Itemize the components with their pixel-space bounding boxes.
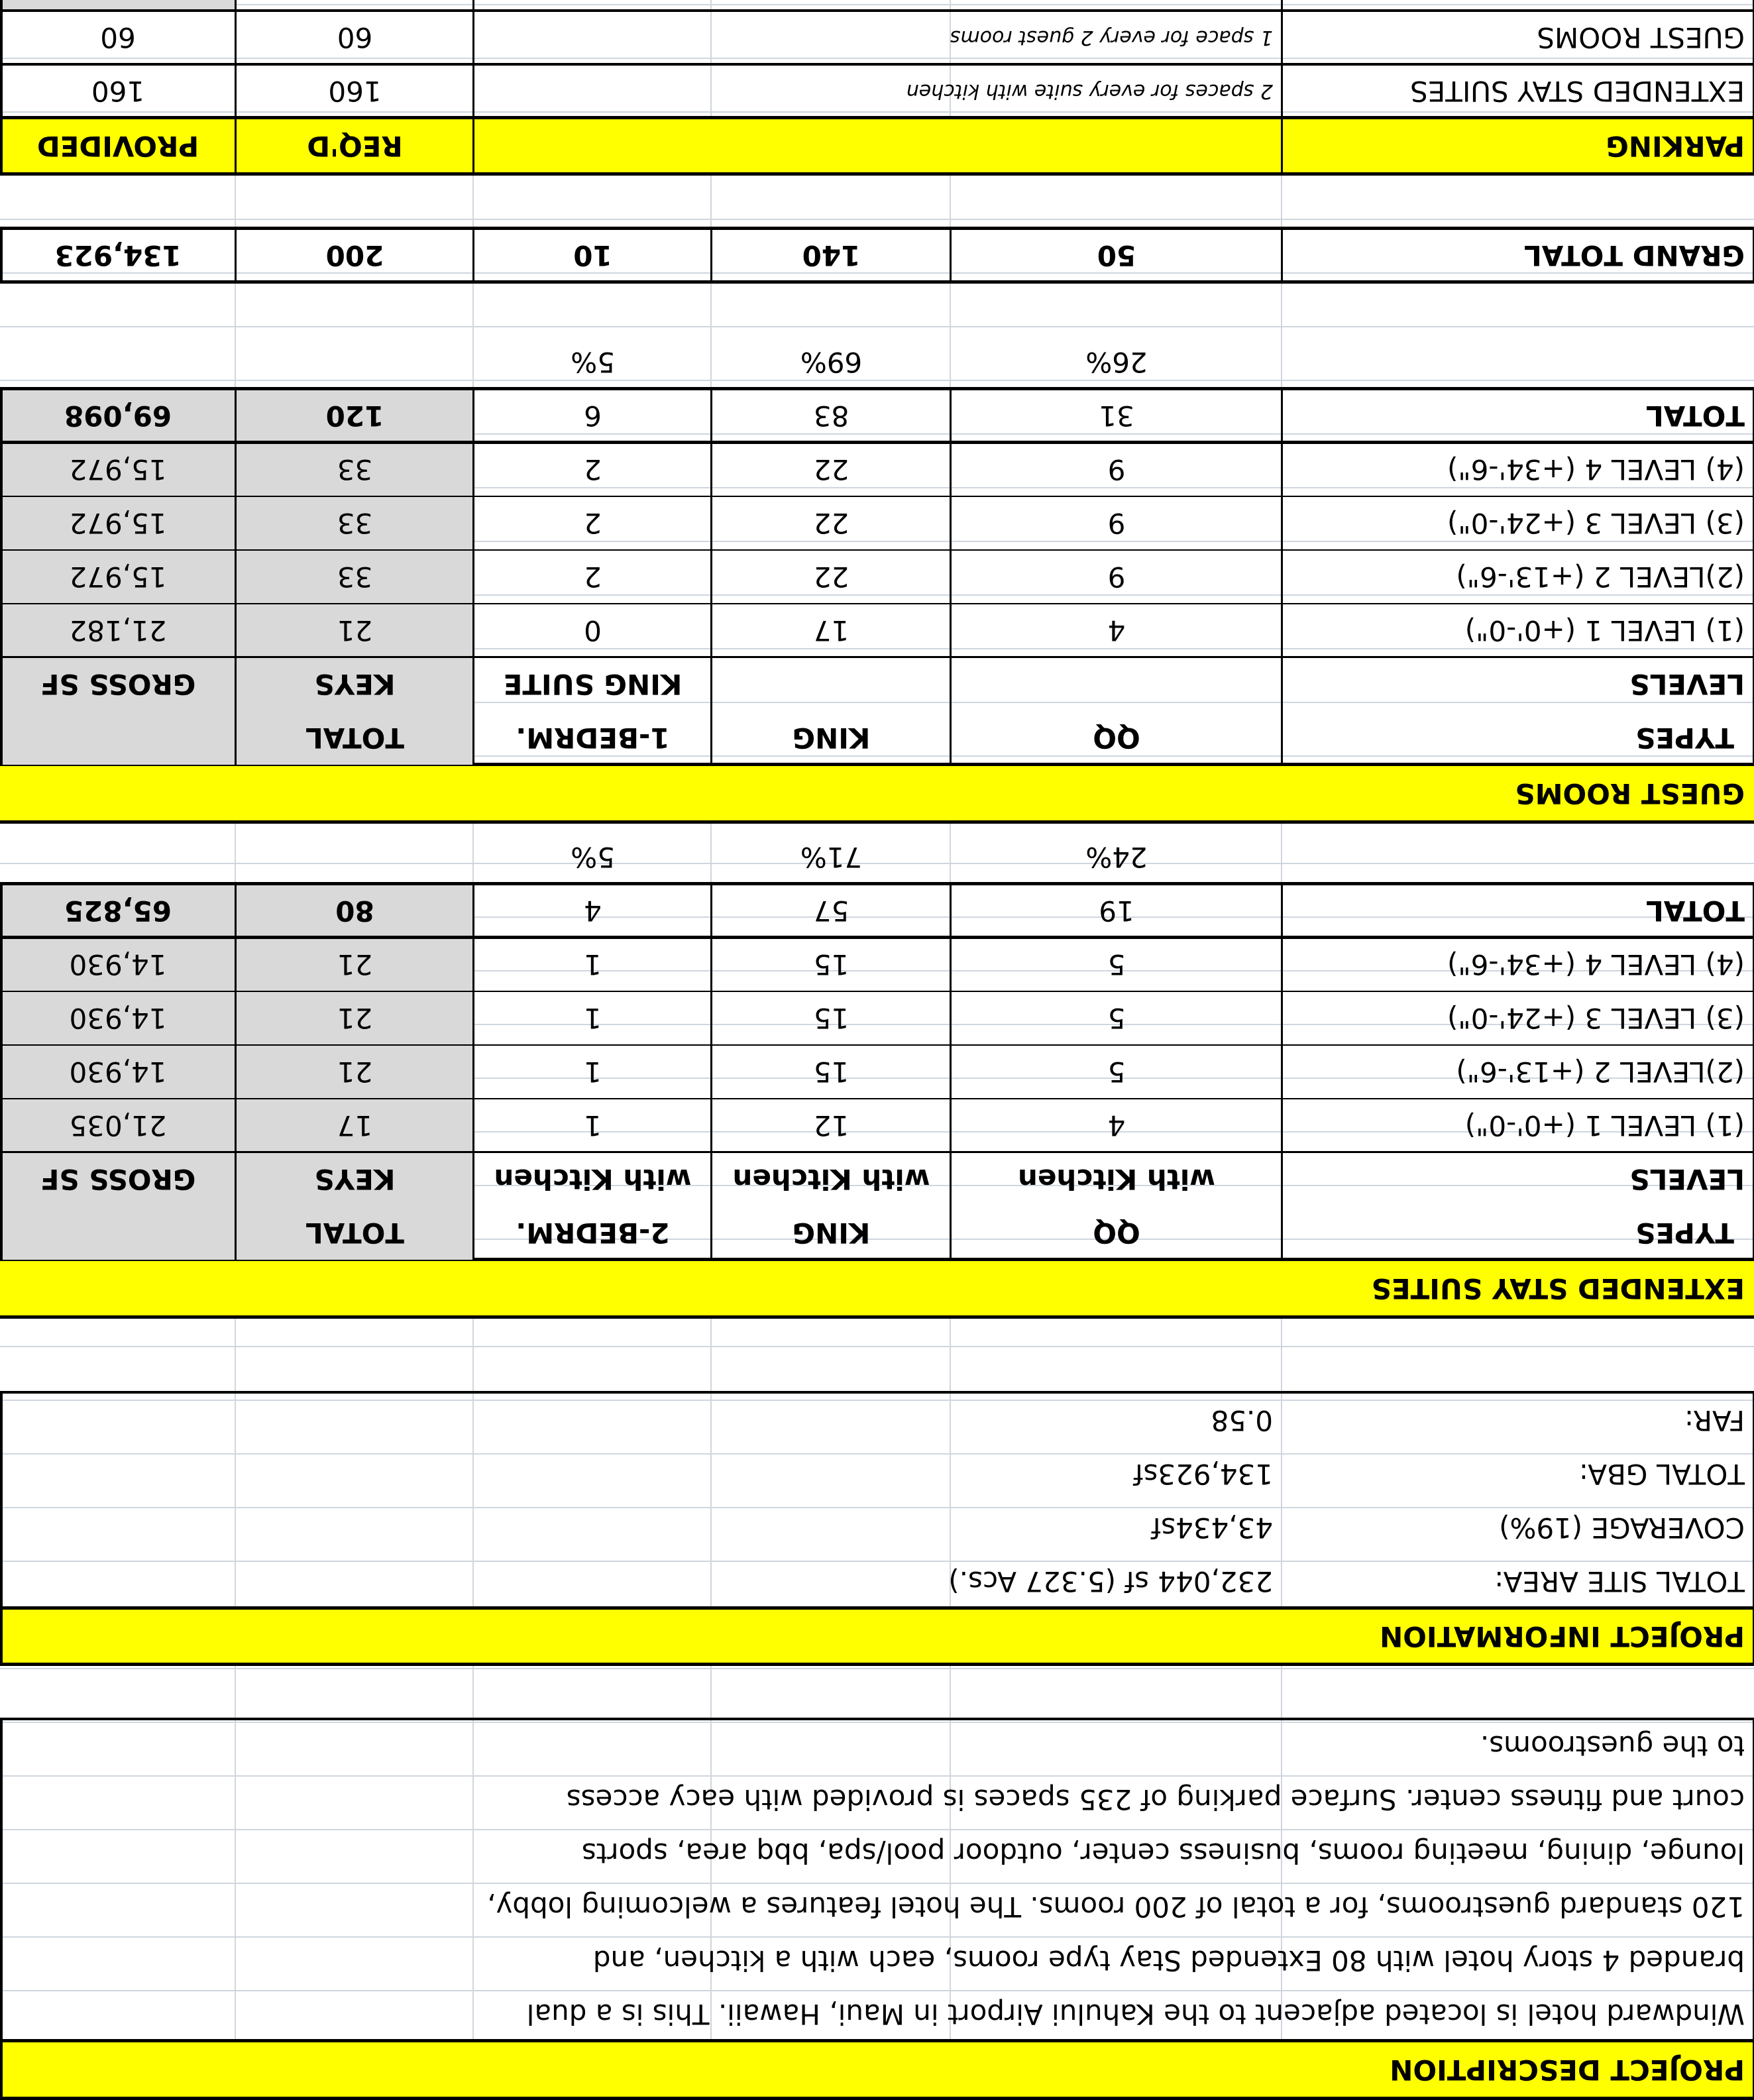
description-line: to the guestrooms. [1480,1730,1745,1763]
info-label: COVERAGE (19%) [1499,1512,1745,1545]
extended-stay-header: EXTENDED STAY SUITES [1371,1272,1745,1305]
project-description-header: PROJECT DESCRIPTION [1390,2054,1745,2087]
extended-stay-cell: 21 [337,948,373,981]
extended-stay-col-subhead: with Kitchen [494,1163,692,1196]
guest-rooms-col-head [0,711,236,765]
guest-rooms-col-types: TYPES [1635,722,1734,755]
parking-row-note [712,0,1282,11]
grand-total-cell: 134,923 [54,239,182,272]
grand-total-cell: 200 [325,239,384,272]
parking-row-provided: 60 [100,21,136,54]
extended-stay-col-subhead: KEYS [314,1163,396,1196]
extended-stay-level-label: (4) LEVEL 4 (+34'-6") [1447,948,1745,981]
guest-rooms-cell: 15,972 [69,507,167,540]
extended-stay-total-cell: 57 [813,895,850,928]
guest-rooms-cell: 21 [337,614,373,647]
guest-rooms-cell: 9 [1107,453,1126,486]
parking-row-reqd: 60 [337,21,373,54]
extended-stay-col-types: TYPES [1635,1217,1734,1250]
guest-rooms-col-levels: LEVELS [1629,668,1745,701]
guest-rooms-level-label: (3) LEVEL 3 (+24'-0") [1447,507,1745,540]
parking-row-reqd [236,0,474,11]
guest-rooms-pct: 5% [571,346,615,379]
extended-stay-level-label: (1) LEVEL 1 (+0'-0") [1464,1109,1745,1142]
guest-rooms-col-subhead: GROSS SF [40,668,196,701]
extended-stay-pct: 24% [1085,841,1148,874]
guest-rooms-cell: 2 [584,507,602,540]
info-value: 232,044 sf (5.327 Acs.) [948,1565,1273,1598]
description-line: court and fitness center. Surface parking of 235 spaces is provided with eacy access [566,1783,1745,1816]
parking-col-reqd: REQ'D [307,130,403,163]
extended-stay-cell: 14,930 [69,1002,167,1035]
extended-stay-cell: 4 [1107,1109,1126,1142]
extended-stay-pct: 71% [800,841,863,874]
extended-stay-cell: 21 [337,1056,373,1089]
guest-rooms-level-label: (4) LEVEL 4 (+34'-6") [1447,453,1745,486]
extended-stay-col-head: TOTAL [305,1217,405,1250]
guest-rooms-cell: 33 [337,507,373,540]
guest-rooms-col-head: QQ [1093,722,1140,755]
guest-rooms-col-subhead: KEYS [314,668,396,701]
guest-rooms-header: GUEST ROOMS [1515,777,1745,810]
extended-stay-cell: 17 [337,1109,373,1142]
guest-rooms-pct: 26% [1085,346,1148,379]
guest-rooms-cell: 9 [1107,507,1126,540]
description-line: 120 standard guestrooms, for a total of 200 rooms. The hotel features a welcoming lobby, [487,1891,1745,1924]
guest-rooms-cell: 22 [813,453,850,486]
extended-stay-cell: 21,035 [69,1109,167,1142]
parking-row-label: EXTENDED STAY SUITES [1410,75,1745,108]
guest-rooms-cell: 33 [337,561,373,594]
description-line: lounge, dining, meeting rooms, business center, outdoor pool/spa, bbq area, sports [581,1837,1745,1870]
info-label: TOTAL SITE AREA: [1494,1565,1745,1598]
guest-rooms-col-subhead [712,657,951,711]
extended-stay-total-label: TOTAL [1645,895,1745,928]
guest-rooms-cell: 15,972 [69,561,167,594]
grand-total-cell: 50 [1097,239,1136,272]
guest-rooms-cell: 21,182 [69,614,167,647]
extended-stay-total-cell: 4 [584,895,602,928]
parking-row-note: 1 space for every 2 guest rooms [950,26,1273,50]
guest-rooms-col-subhead: KING SUITE [503,668,683,701]
extended-stay-cell: 1 [584,1109,602,1142]
extended-stay-cell: 1 [584,1056,602,1089]
parking-header: PARKING [1606,130,1745,163]
extended-stay-level-label: (3) LEVEL 3 (+24'-0") [1447,1002,1745,1035]
extended-stay-col-subhead: with Kitchen [1018,1163,1215,1196]
guest-rooms-col-subhead [951,657,1282,711]
extended-stay-pct: 5% [571,841,615,874]
grand-total-label: GRAND TOTAL [1524,239,1745,272]
guest-rooms-total-cell: 83 [813,400,850,433]
info-value: 134,923sf [1133,1458,1273,1491]
extended-stay-level-label: (2)LEVEL 2 (+13'-6") [1456,1056,1745,1089]
guest-rooms-cell: 0 [584,614,602,647]
guest-rooms-cell: 33 [337,453,373,486]
parking-row-reqd: 160 [328,75,382,108]
extended-stay-cell: 14,930 [69,948,167,981]
guest-rooms-total-cell: 6 [584,400,602,433]
guest-rooms-cell: 2 [584,453,602,486]
guest-rooms-col-head: 1-BEDRM. [516,722,670,755]
extended-stay-total-cell: 80 [335,895,374,928]
guest-rooms-level-label: (2)LEVEL 2 (+13'-6") [1456,561,1745,594]
guest-rooms-total-cell: 120 [325,400,384,433]
info-label: TOTAL GBA: [1578,1458,1745,1491]
extended-stay-cell: 21 [337,1002,373,1035]
parking-col-provided: PROVIDED [36,130,199,163]
extended-stay-cell: 1 [584,948,602,981]
guest-rooms-cell: 22 [813,507,850,540]
parking-row-note: 2 spaces for every suite with kitchen [906,80,1273,103]
guest-rooms-total-label: TOTAL [1645,400,1745,433]
parking-row-label [1282,0,1754,11]
description-line: branded 4 story hotel with 80 Extended Stay type rooms, each with a kitchen, and [592,1944,1745,1977]
extended-stay-cell: 15 [813,948,850,981]
info-value: 0.58 [1211,1404,1273,1437]
extended-stay-col-head: QQ [1093,1217,1140,1250]
guest-rooms-cell: 15,972 [69,453,167,486]
extended-stay-cell: 5 [1107,1002,1126,1035]
extended-stay-cell: 15 [813,1002,850,1035]
parking-row-provided: 160 [91,75,145,108]
guest-rooms-col-head: KING [792,722,871,755]
description-line: Windward hotel is located adjacent to the Kahului Airport in Maui, Hawaii. This is a dual [526,1998,1745,2031]
extended-stay-col-head [0,1206,236,1260]
extended-stay-total-cell: 19 [1099,895,1134,928]
guest-rooms-cell: 22 [813,561,850,594]
extended-stay-cell: 5 [1107,948,1126,981]
extended-stay-total-cell: 65,825 [64,895,172,928]
extended-stay-col-head: KING [792,1217,871,1250]
parking-row-label: GUEST ROOMS [1537,21,1745,54]
guest-rooms-total-cell: 31 [1099,400,1134,433]
grand-total-cell: 140 [802,239,861,272]
project-information-header: PROJECT INFORMATION [1380,1620,1745,1653]
extended-stay-col-subhead: with Kitchen [732,1163,930,1196]
guest-rooms-col-head: TOTAL [305,722,405,755]
grand-total-cell: 10 [573,239,612,272]
extended-stay-col-head: 2-BEDRM. [516,1217,670,1250]
guest-rooms-cell: 17 [813,614,850,647]
info-label: FAR: [1684,1404,1745,1437]
guest-rooms-level-label: (1) LEVEL 1 (+0'-0") [1464,614,1745,647]
extended-stay-cell: 12 [813,1109,850,1142]
extended-stay-cell: 5 [1107,1056,1126,1089]
info-value: 43,434sf [1151,1512,1273,1545]
guest-rooms-cell: 4 [1107,614,1126,647]
extended-stay-col-levels: LEVELS [1629,1163,1745,1196]
extended-stay-cell: 1 [584,1002,602,1035]
guest-rooms-pct: 69% [800,346,863,379]
extended-stay-cell: 14,930 [69,1056,167,1089]
extended-stay-cell: 15 [813,1056,850,1089]
guest-rooms-cell: 9 [1107,561,1126,594]
guest-rooms-total-cell: 69,098 [64,400,172,433]
guest-rooms-cell: 2 [584,561,602,594]
extended-stay-col-subhead: GROSS SF [40,1163,196,1196]
